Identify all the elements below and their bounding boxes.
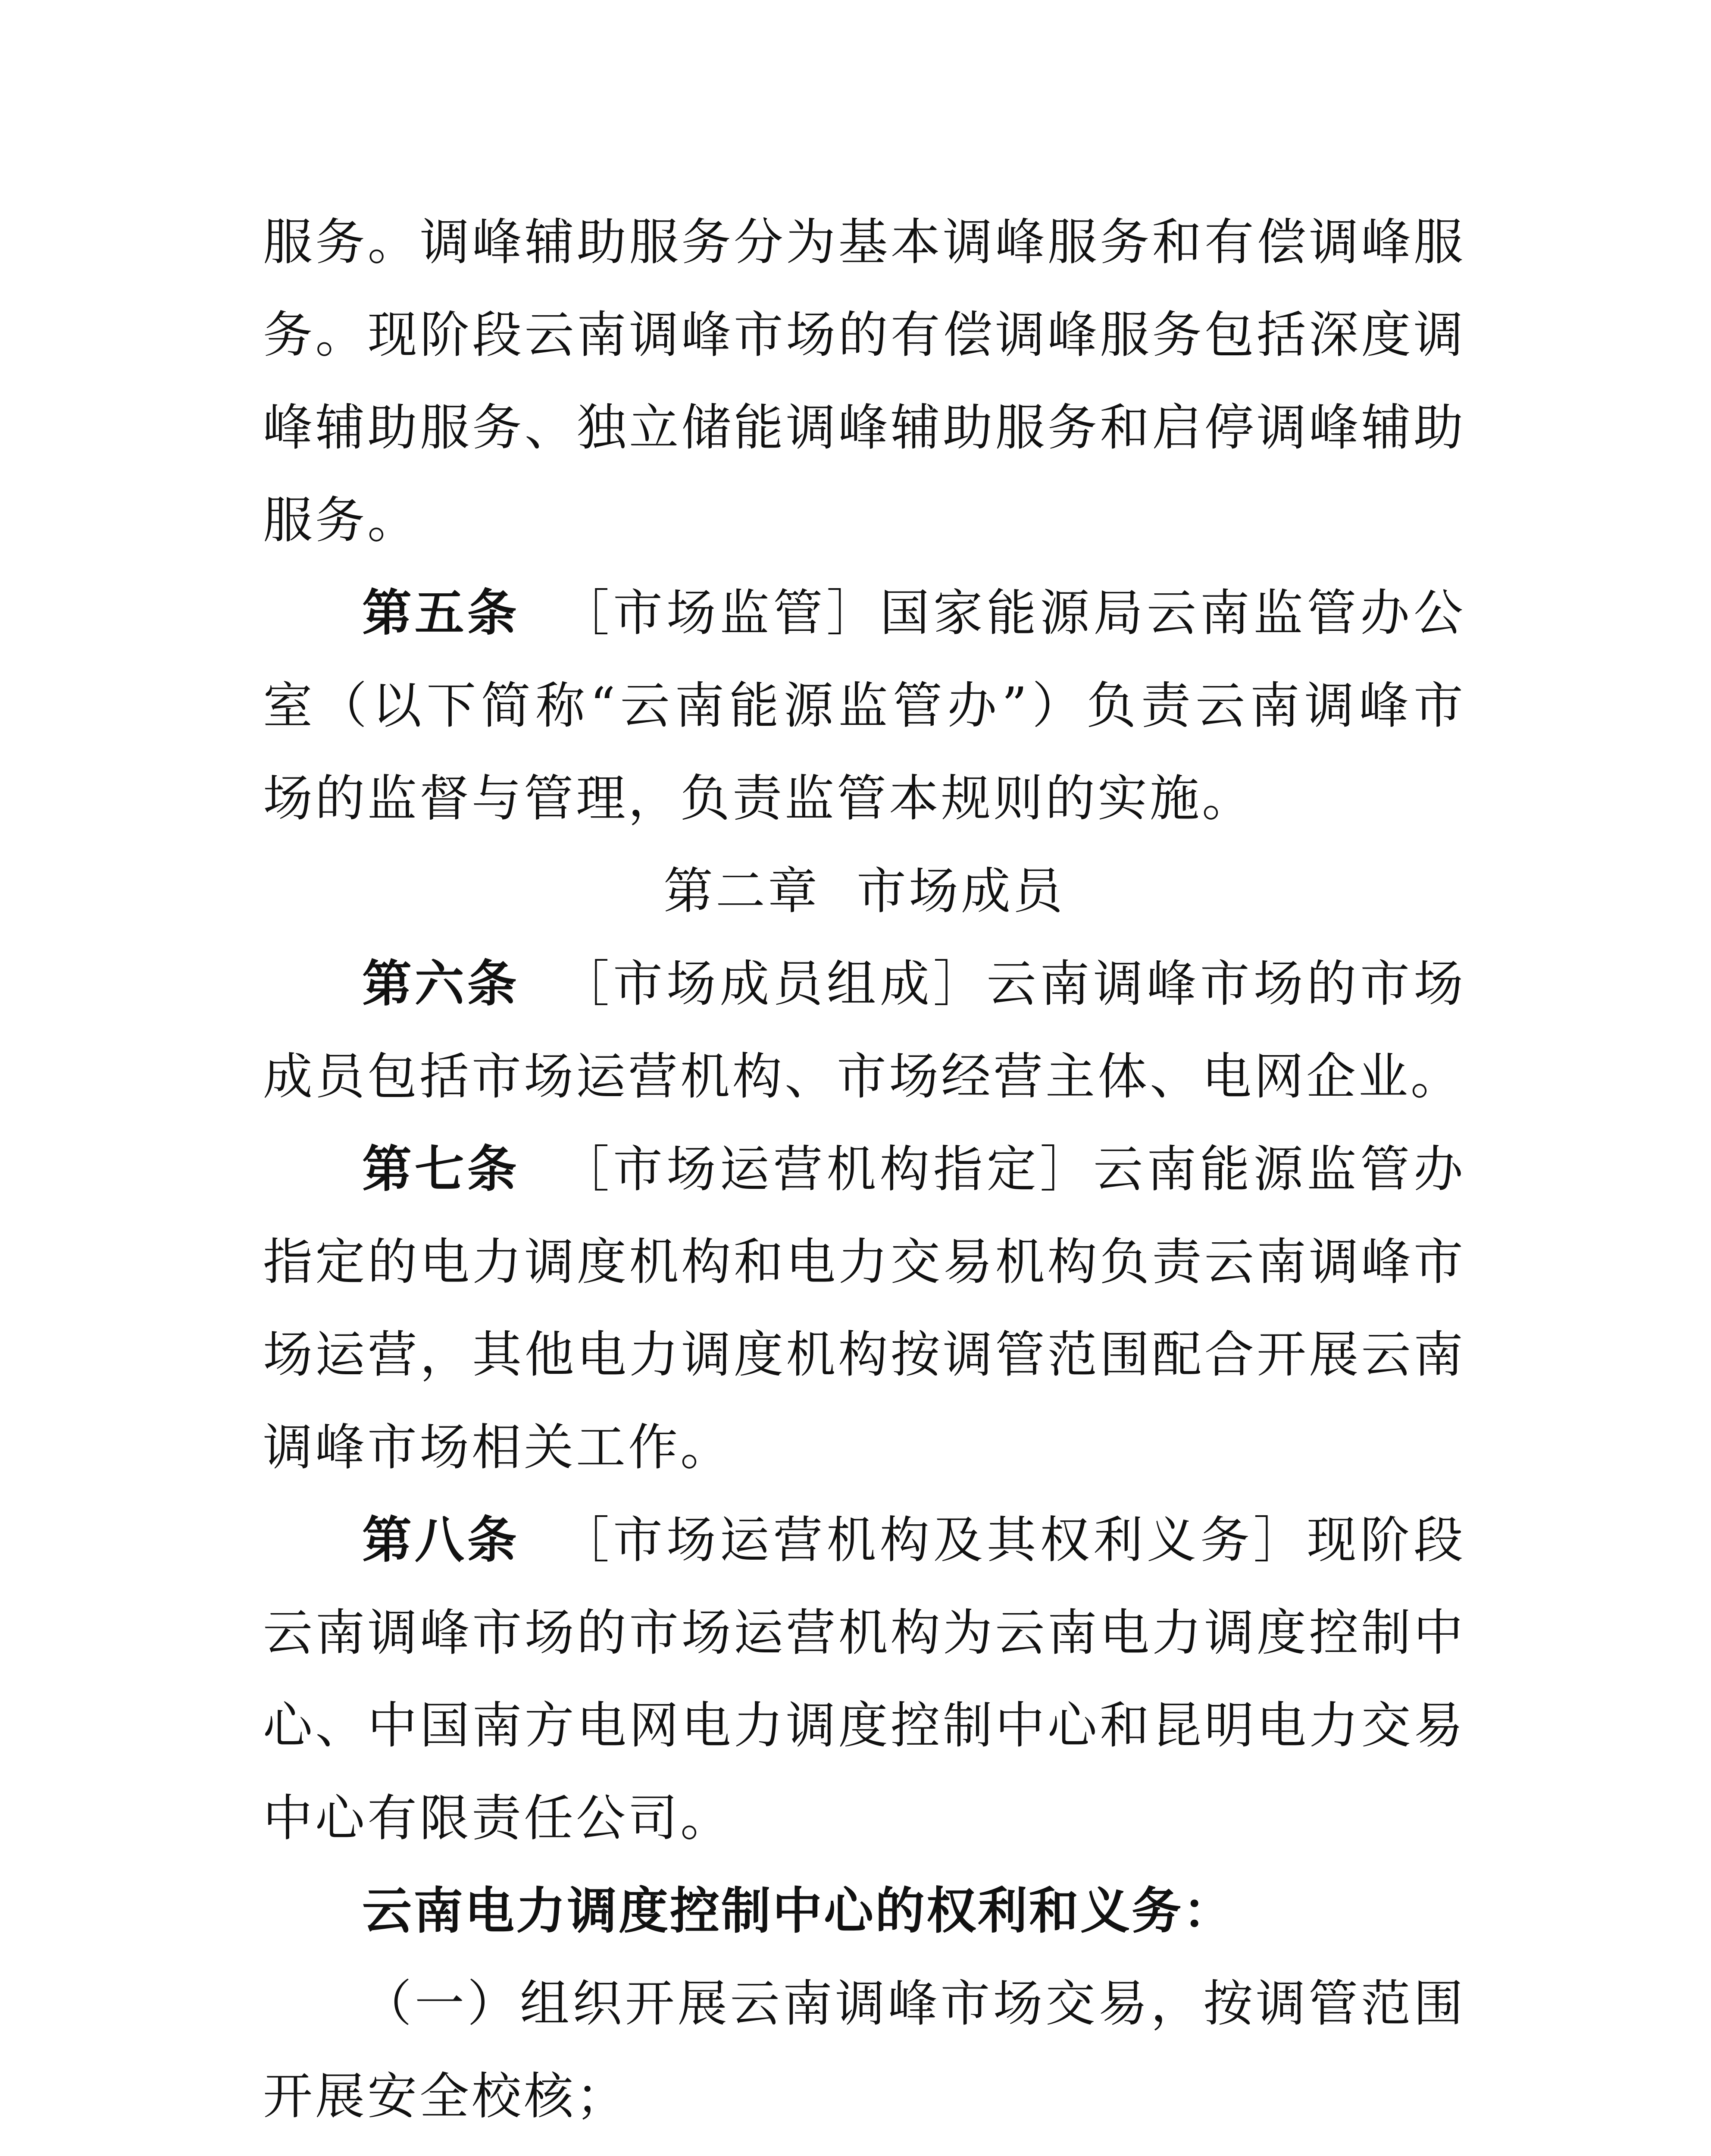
article-7-number: 第七条: [362, 1141, 520, 1198]
article-6-text: ［市场成员组成］云南调峰市场的市场成员包括市场运营机构、市场经营主体、电网企业。: [263, 955, 1466, 1106]
dispatch-center-rights-heading: 云南电力调度控制中心的权利和义务：: [362, 1882, 1235, 1940]
article-7: [263, 1123, 1466, 1494]
list-item-2: [263, 2143, 1466, 2156]
article-7-text: ［市场运营机构指定］云南能源监管办指定的电力调度机构和电力交易机构负责云南调峰市场运营，其他电力调度机构按调管范围配合开展云南调峰市场相关工作。: [263, 1141, 1466, 1476]
article-8-number: 第八条: [362, 1511, 520, 1569]
chapter-2-heading: 第二章 市场成员: [663, 862, 1066, 920]
article-8: [263, 1494, 1466, 1865]
article-8-text: ［市场运营机构及其权利义务］现阶段云南调峰市场的市场运营机构为云南电力调度控制中心、中国南方电网电力调度控制中心和昆明电力交易中心有限责任公司。: [263, 1511, 1466, 1847]
paragraph-continuation: 服务。调峰辅助服务分为基本调峰服务和有偿调峰服务。现阶段云南调峰市场的有偿调峰服务包括深度调峰辅助服务、独立储能调峰辅助服务和启停调峰辅助服务。: [263, 213, 1466, 549]
article-6-number: 第六条: [362, 955, 520, 1013]
article-5-text: ［市场监管］国家能源局云南监管办公室（以下简称“云南能源监管办”）负责云南调峰市场的监督与管理，负责监管本规则的实施。: [263, 584, 1466, 827]
list-item-1: （一）组织开展云南调峰市场交易，按调管范围开展安全校核；: [263, 1975, 1466, 2125]
article-5-number: 第五条: [362, 584, 520, 642]
article-5: [263, 567, 1466, 845]
article-6: [263, 938, 1466, 1123]
document-body: [263, 196, 1466, 2156]
